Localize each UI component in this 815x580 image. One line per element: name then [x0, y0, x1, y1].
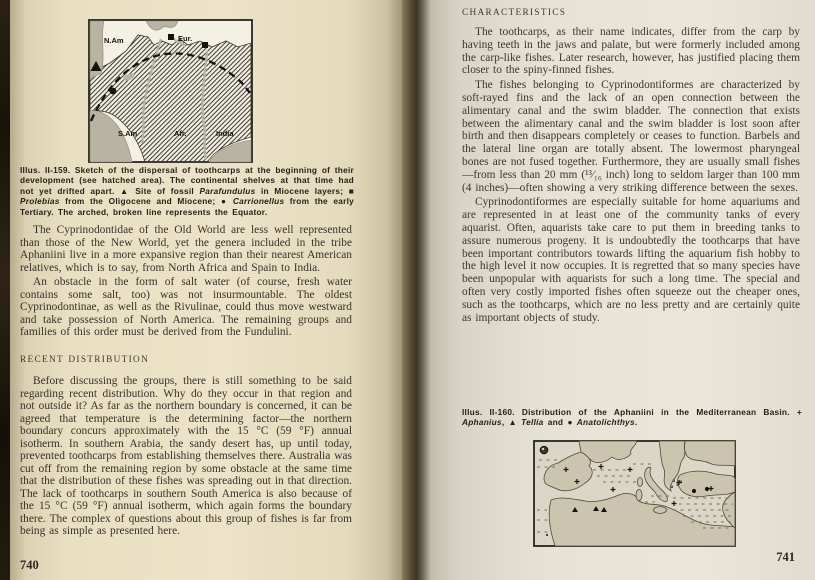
paragraph: The fishes belonging to Cyprinodontiformes are characterized by soft-rayed fins and the lack of an open connection between the alimentary canal and the swim bladder. The connection that exists between the alimentary canal and the swim bladder is lost soon after birth and then disappears completely or ceases to function. Barbels and the lateral line organ are totally absent. The lowermost pharyngeal bones are not fused together. Furthermore, they are usually small fishes—from less than 20 mm (¹³⁄₁₆ inch) long to seldom larger than 100 mm (4 inches)—often showing a very striking difference between the sexes.: [462, 79, 800, 194]
left-page: [10, 0, 402, 580]
section-heading-characteristics: CHARACTERISTICS: [462, 8, 567, 18]
page-number-left: 740: [20, 558, 39, 572]
right-page: [432, 0, 815, 580]
mediterranean-map-illustration: [533, 440, 736, 547]
right-page-body: [462, 26, 800, 326]
compass-stamp-highlight: [542, 448, 544, 450]
map-speck: [546, 534, 548, 536]
section-heading-recent-distribution: RECENT DISTRIBUTION: [20, 354, 150, 365]
paragraph: The toothcarps, as their name indicates, differ from the carp by having teeth in the jaws and palate, but were formerly included among the carp-like fishes. Later research, however, has justified placing them closer to the spiny-finned fishes.: [462, 26, 800, 77]
paragraph: The Cyprinodontidae of the Old World are less well represented than those of the New World, yet the genera included in the tribe Aphaniini live in a more expansive region than their nearest American relatives, which is to say, from North Africa and Spain to India.: [20, 224, 352, 274]
book-spine-gutter: [402, 0, 432, 580]
carrionellus-dot-marker-icon: [110, 88, 117, 95]
dispersal-map: [88, 19, 253, 163]
paragraph: An obstacle in the form of salt water (of course, fresh water contains some salt, too) was not insurmountable. The oldest Cyprinodontinae, as well as the Rivulinae, could thus move westward and take possession of North America. The remaining groups and families of this order must be derived from the Fundulini.: [20, 276, 352, 338]
map-label-europe: Eur.: [178, 34, 193, 43]
mediterranean-map: [533, 440, 736, 547]
map-label-north-america: N.Am: [104, 36, 124, 45]
dispersal-map-illustration: [88, 19, 253, 163]
left-page-body: [20, 224, 352, 540]
illustration-caption-II-159: Illus. II-159. Sketch of the dispersal of toothcarps at the beginning of their development (see hatched area). The continental shelves at that time had not yet drifted apart. ▲ Site of fossil Parafundulus in Miocene layers; ■ Prolebias from the Oligocene and Miocene; ● Carrionellus from the early Tertiary. The arched, broken line represents the Equator.: [20, 165, 354, 217]
prolebias-square-marker-icon: [168, 34, 174, 40]
paragraph: Before discussing the groups, there is still something to be said regarding recent distribution. Why do they occur in that region and not outside it? As far as the northern boundary is concerned, it can be agreed that temperature is the determining factor—the northern boundary concurs approximately with the 15 °C (59 °F) annual isotherm. In southern Arabia, the sandy desert has, up until today, prevented toothcarps from establishing themselves there. Australia was cut off from the remaining region by some obstacle at the same time that the distribution of these fishes was spreading out in that direction. The lack of toothcarps in southern South America is also because of the 15 °C (59 °F) annual isotherm, which again forms the boundary there. The complex of questions about this group of fishes is far from being as simple as presented here.: [20, 375, 352, 537]
compass-stamp-icon: [540, 446, 548, 454]
paragraph: Cyprinodontiformes are especially suitable for home aquariums and are represented in at least one of the community tanks of every aquarist. Often, aquarists take care to put them in breeding tanks to assure numerous progeny. It is undoubtedly the toothcarps that have been important contributors towards lifting the aquarium fish hobby to the high level it now occupies. It is regretted that so many species have been unpopular with aquarists for such a long time. The special and often very costly imported fishes often squeeze out the cheaper ones, such as the toothcarps, which are no less pretty and are certainly quite as important objects of study.: [462, 196, 800, 324]
prolebias-square-marker-icon: [202, 42, 208, 48]
illustration-caption-II-160: Illus. II-160. Distribution of the Aphaniini in the Mediterranean Basin. + Aphanius, ▲ Tellia and ● Anatolichthys.: [462, 407, 802, 428]
map-label-africa: Afr.: [174, 129, 187, 138]
map-label-south-america: S.Am: [118, 129, 138, 138]
book-edge-shadow: [0, 0, 10, 580]
map-label-india: India: [216, 129, 234, 138]
page-number-right: 741: [776, 550, 795, 564]
